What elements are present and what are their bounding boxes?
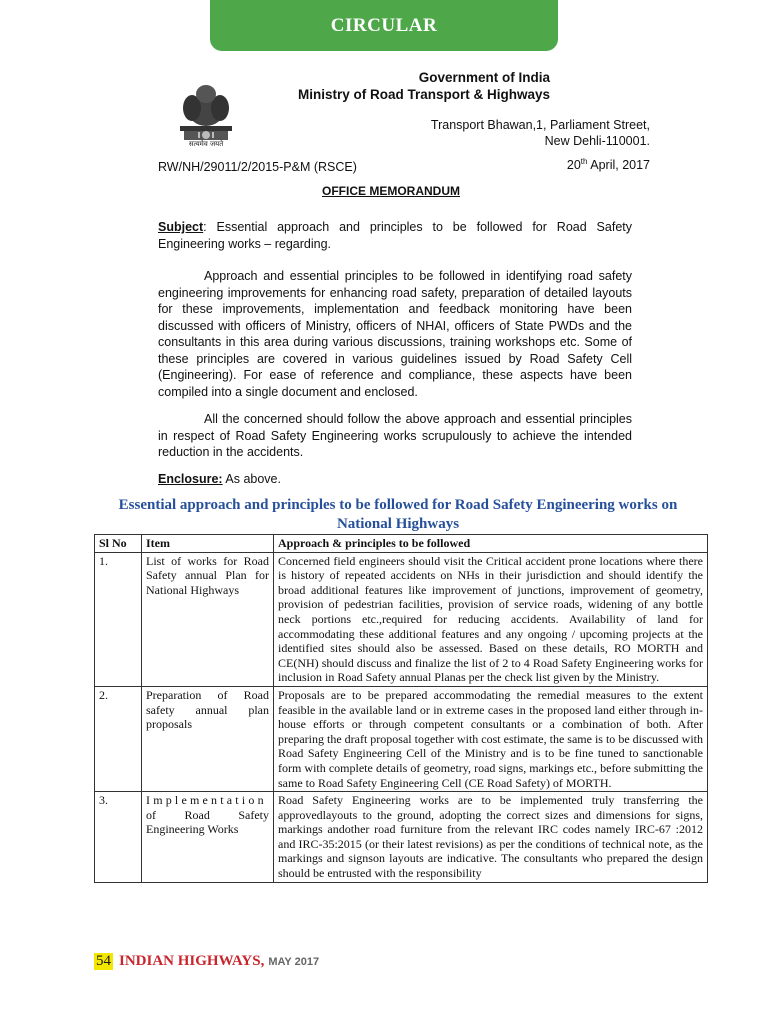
date-suffix: th xyxy=(580,157,588,166)
government-heading xyxy=(260,69,550,103)
row-sl-no: 2. xyxy=(95,686,142,791)
enclosure-label: Enclosure: xyxy=(158,472,223,486)
date-rest: April, 2017 xyxy=(587,158,650,173)
date-day: 20 xyxy=(566,158,581,173)
row-approach: Road Safety Engineering works are to be implemented truly transferring the approvedlayouts to the ground, adopting the correct sizes and dimensions for signs, markings andother road furniture from the relevant IRC codes namely IRC-67 :2012 and IRC-35:2015 (or their latest revisions) as per the conditions of technical note, as the markings and signson layouts are indicative. The consultants who prepared the design should be entrusted with the responsibility xyxy=(274,792,708,883)
table-row xyxy=(95,552,708,686)
table-header-row xyxy=(95,535,708,553)
row-approach: Concerned field engineers should visit the Critical accident prone locations where there is history of repeated accidents on NHs in their jurisdiction and should identify the broad additional features like improvement of junctions, improvement of geometry, provision of pedestrian facilities, provision of service roads, widening of any bottle neck portions etc.,required for reducing accidents. Availability of land for accommodating these additional features and any ongoing / upcoming projects at the identified sites should also be assessed. Based on these details, RO MORTH and CE(NH) should discuss and finalize the list of 2 to 4 Road Safety Engineering works for inclusion in Road Safety annual Planas per the check list given by the Ministry. xyxy=(274,552,708,686)
body-paragraph: Approach and essential principles to be followed in identifying road safety engineering improvements for enhancing road safety, preparation of detailed layouts for these improvements, implementation and feedback monitoring have been discussed with officers of Ministry, officers of NHAI, officers of State PWDs and the consultants in this area during various discussions, training workshops etc. Some of these principles are covered in various guidelines issued by Road Safety Cell (Engineering). For ease of reference and compliance, these aspects have been compiled into a single document and enclosed. xyxy=(158,269,632,399)
page-footer xyxy=(94,952,319,970)
subject-text: : Essential approach and principles to be followed for Road Safety Engineering works – regarding. xyxy=(158,220,632,251)
row-sl-no: 3. xyxy=(95,792,142,883)
address-line-1: Transport Bhawan,1, Parliament Street, xyxy=(430,118,650,132)
enclosure-text: As above. xyxy=(222,472,281,486)
memo-title: OFFICE MEMORANDUM xyxy=(322,184,460,198)
address-block xyxy=(380,117,650,149)
address-line-2: New Dehli-110001. xyxy=(544,134,650,148)
memo-date xyxy=(480,157,650,172)
row-item-rest: of Road Safety Engineering Works xyxy=(146,807,269,837)
table-title: Essential approach and principles to be followed for Road Safety Engineering works on National Highways xyxy=(118,497,678,532)
subject-label: Subject xyxy=(158,220,204,234)
principles-table xyxy=(94,534,708,883)
emblem-caption: सत्यमेव जयते xyxy=(188,140,224,148)
row-item: List of works for Road Safety annual Plan for National Highways xyxy=(142,552,274,686)
publication-month: MAY 2017 xyxy=(268,956,320,968)
banner-label: CIRCULAR xyxy=(330,14,438,36)
follow-paragraph: All the concerned should follow the above approach and essential principles in respect of Road Safety Engineering works scrupulously to achieve the intended reduction in the accidents. xyxy=(158,412,632,459)
row-sl-no: 1. xyxy=(95,552,142,686)
row-item xyxy=(142,792,274,883)
header-item: Item xyxy=(142,535,274,553)
row-item: Preparation of Road safety annual plan proposals xyxy=(142,686,274,791)
header-approach: Approach & principles to be followed xyxy=(274,535,708,553)
table-row xyxy=(95,686,708,791)
row-item-spaced: Implementation xyxy=(146,793,267,808)
circular-banner xyxy=(210,0,558,51)
page-number: 54 xyxy=(96,953,111,969)
row-approach: Proposals are to be prepared accommodating the remedial measures to the extent feasible in the available land or in extreme cases in the proposed land either through in-house efforts or through competent consultants or a combination of both. After preparing the draft proposal together with cost estimate, the same is to be discussed with Road Safety Engineering Cell of the Ministry and is to be fine tuned to sanctionable form with complete details of geometry, road signs, markings etc., before submitting the same to Road Safety Engineering Cell (CE Road Safety) of MORTH. xyxy=(274,686,708,791)
table-row xyxy=(95,792,708,883)
enclosure-line xyxy=(158,471,632,488)
reference-number: RW/NH/29011/2/2015-P&M (RSCE) xyxy=(158,160,357,174)
gov-line-1: Government of India xyxy=(418,70,550,85)
publication-name: INDIAN HIGHWAYS, xyxy=(119,953,265,969)
gov-line-2: Ministry of Road Transport & Highways xyxy=(297,87,550,102)
subject-paragraph xyxy=(158,219,632,252)
header-sl-no: Sl No xyxy=(95,535,142,553)
